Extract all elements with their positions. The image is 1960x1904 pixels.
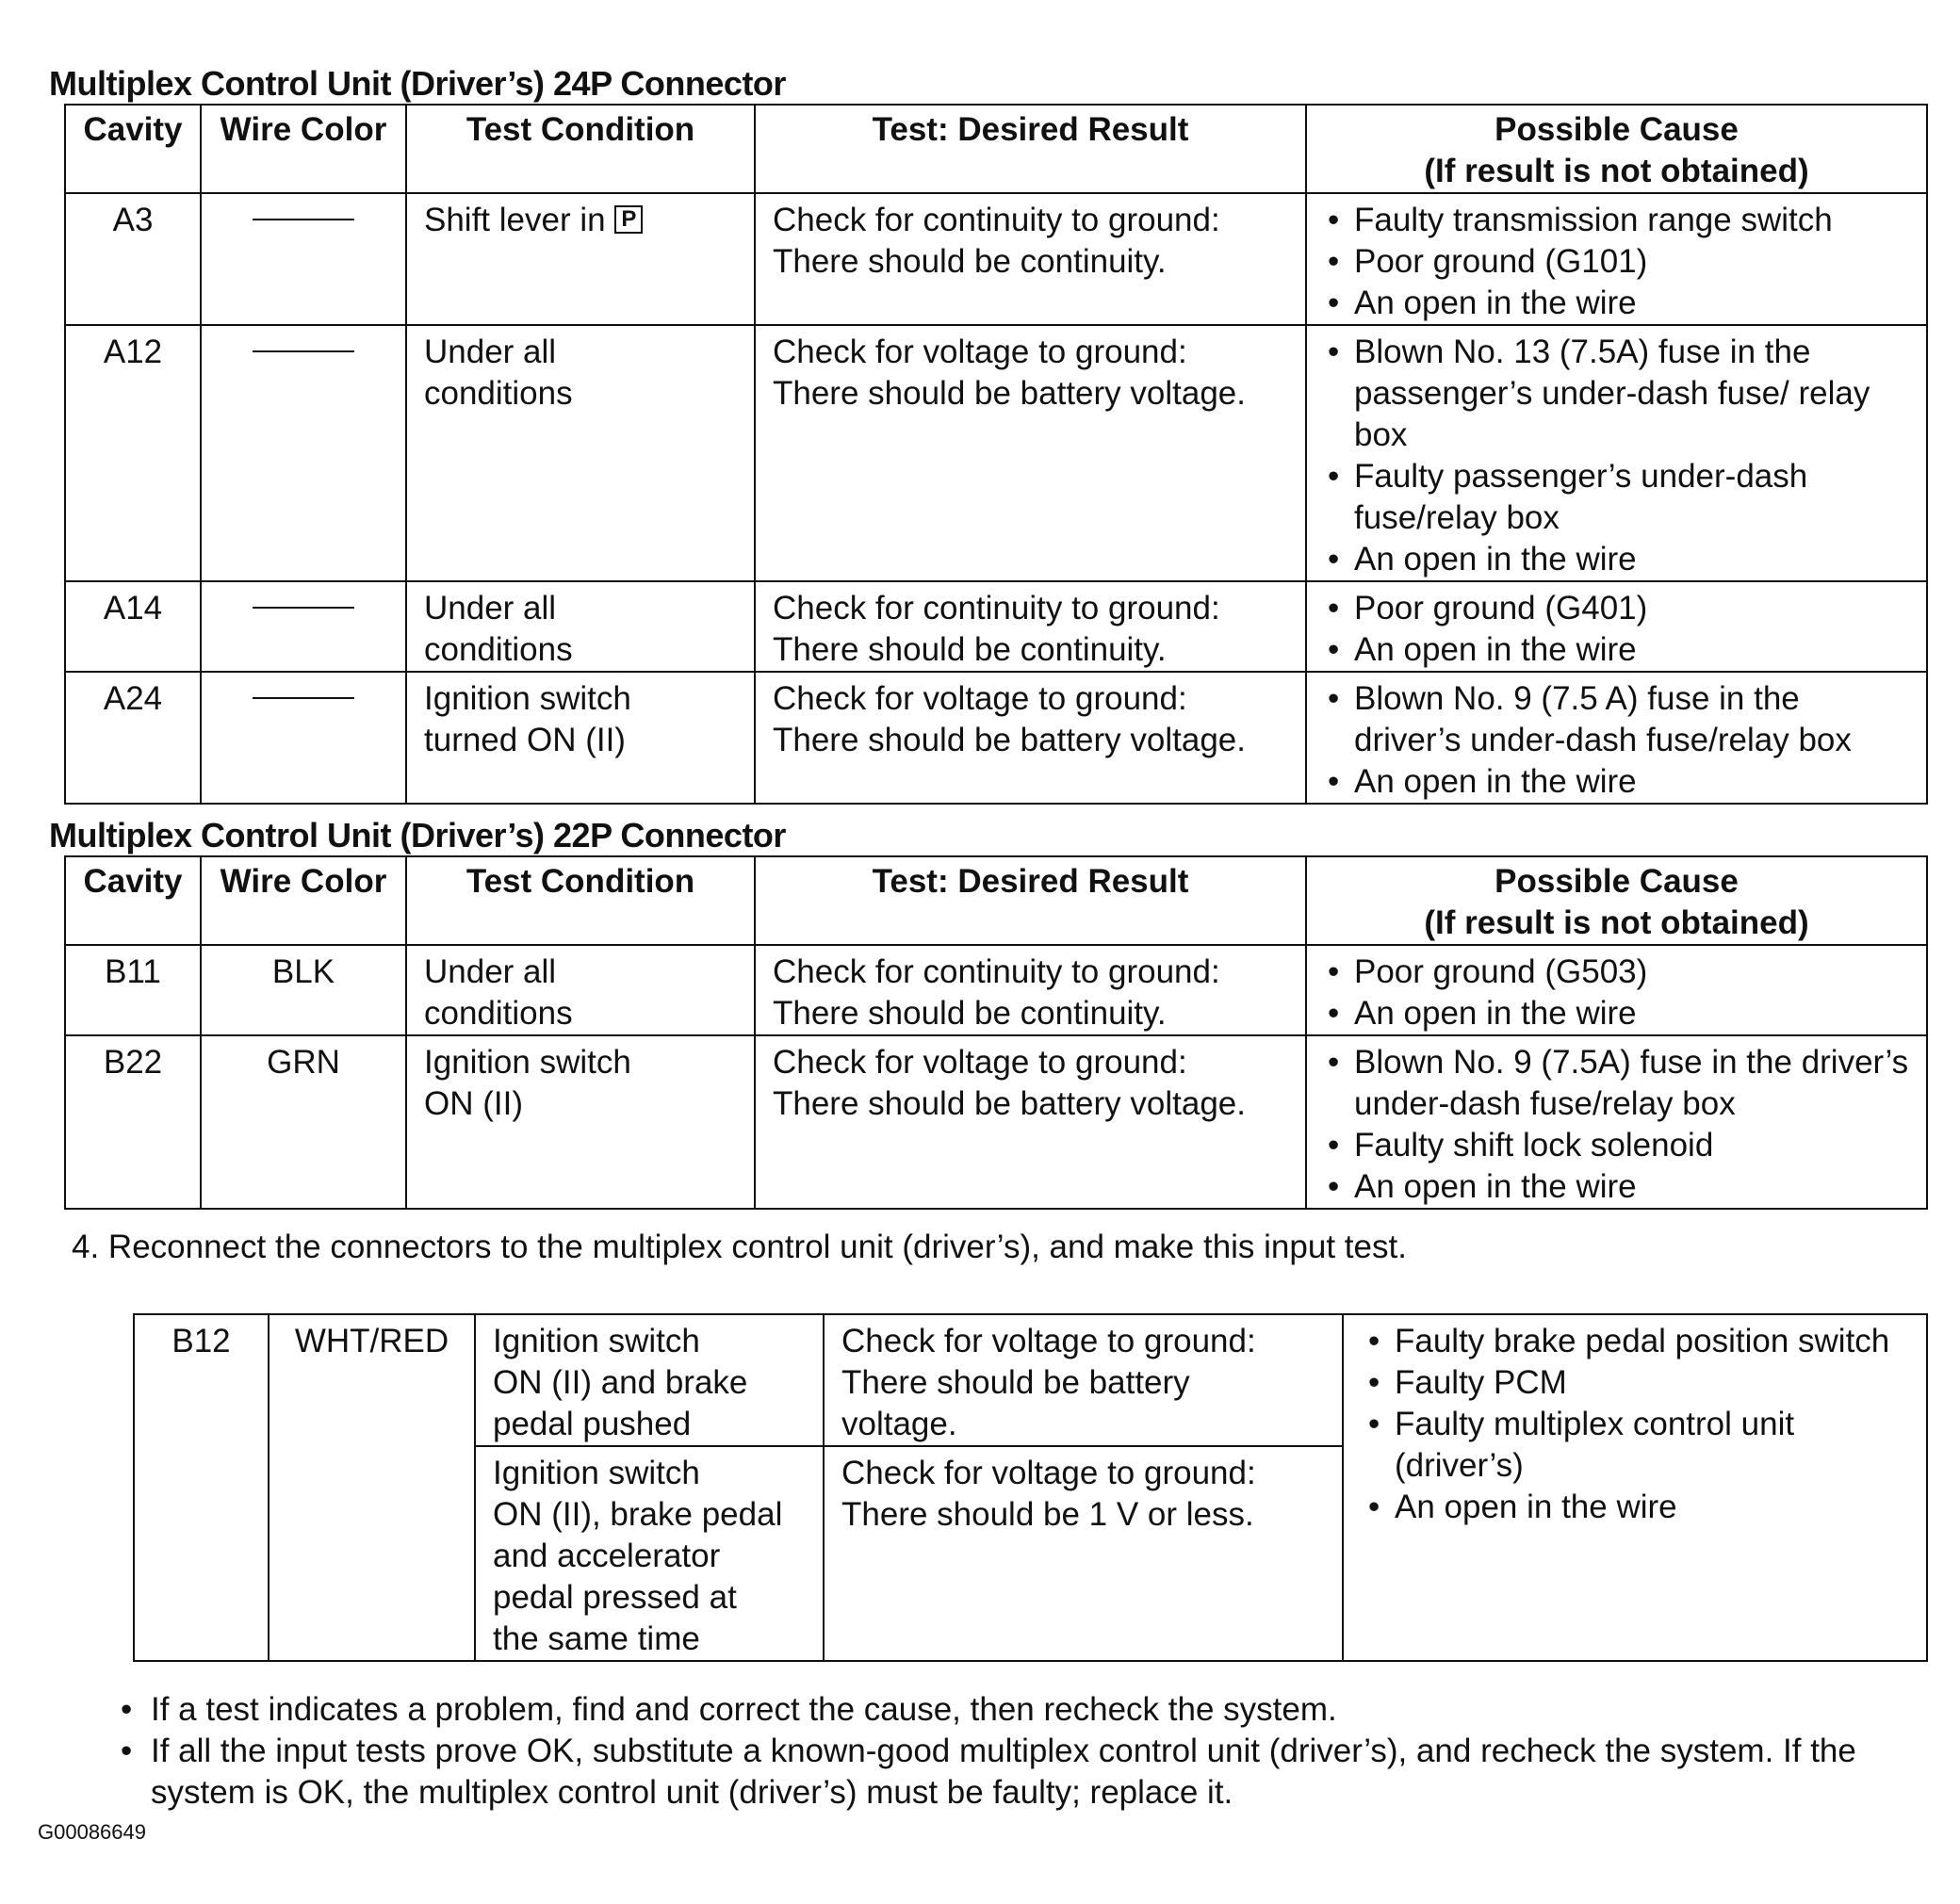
table-row <box>134 1314 1927 1446</box>
input-test-table <box>133 1313 1928 1662</box>
result-cell: Check for voltage to ground: There should be 1 V or less. <box>824 1446 1343 1661</box>
table-24p-title: Multiplex Control Unit (Driver’s) 24P Connector <box>49 64 786 103</box>
condition-cell: Ignition switch ON (II) and brake pedal pushed <box>475 1314 824 1446</box>
dash-line <box>253 607 354 609</box>
cavity-cell: A12 <box>65 325 201 581</box>
wire-color-cell <box>201 325 406 581</box>
cavity-cell: A3 <box>65 193 201 325</box>
table-header-row <box>65 105 1927 193</box>
dash-line <box>253 697 354 699</box>
header-possible-cause: Possible Cause (If result is not obtained) <box>1306 856 1927 945</box>
header-desired-result: Test: Desired Result <box>755 105 1306 193</box>
cause-cell <box>1306 325 1927 581</box>
cause-item: • Poor ground (G101) <box>1324 241 1909 283</box>
table-row <box>65 945 1927 1035</box>
result-cell: Check for continuity to ground: There should be continuity. <box>755 581 1306 672</box>
cause-cell <box>1306 581 1927 672</box>
condition-cell: Ignition switch ON (II) <box>406 1035 755 1209</box>
cavity-cell: A24 <box>65 672 201 804</box>
cause-item: • Blown No. 13 (7.5A) fuse in the passenger’s under-dash fuse/ relay box <box>1324 332 1909 456</box>
condition-cell: Shift lever in P <box>406 193 755 325</box>
condition-cell: Ignition switch turned ON (II) <box>406 672 755 804</box>
table-row <box>65 193 1927 325</box>
wire-color-cell <box>201 193 406 325</box>
result-cell: Check for voltage to ground: There should be battery voltage. <box>755 672 1306 804</box>
condition-cell: Under all conditions <box>406 581 755 672</box>
cavity-cell: A14 <box>65 581 201 672</box>
dash-line <box>253 350 354 352</box>
result-cell: Check for voltage to ground: There should be battery voltage. <box>824 1314 1343 1446</box>
result-cell: Check for voltage to ground: There should be battery voltage. <box>755 325 1306 581</box>
condition-cell: Under all conditions <box>406 325 755 581</box>
cause-item: • An open in the wire <box>1324 993 1909 1034</box>
figure-code: G00086649 <box>38 1820 146 1844</box>
dash-line <box>253 219 354 220</box>
park-symbol-icon: P <box>614 205 643 234</box>
table-row <box>65 672 1927 804</box>
note-item: • If all the input tests prove OK, substitute a known-good multiplex control unit (driver’s), and recheck the system. If the system is OK, the multiplex control unit (driver’s) must be faulty; replace it. <box>121 1731 1949 1814</box>
cause-item: • Poor ground (G503) <box>1324 952 1909 993</box>
table-22p-title: Multiplex Control Unit (Driver’s) 22P Connector <box>49 816 786 854</box>
table-row <box>65 581 1927 672</box>
condition-cell: Under all conditions <box>406 945 755 1035</box>
result-cell: Check for voltage to ground: There should be battery voltage. <box>755 1035 1306 1209</box>
table-header-row <box>65 856 1927 945</box>
cause-item: • Poor ground (G401) <box>1324 588 1909 629</box>
header-possible-cause: Possible Cause (If result is not obtained) <box>1306 105 1927 193</box>
notes-list <box>121 1689 1949 1814</box>
cause-cell <box>1306 193 1927 325</box>
result-cell: Check for continuity to ground: There should be continuity. <box>755 945 1306 1035</box>
note-item: • If a test indicates a problem, find and correct the cause, then recheck the system. <box>121 1689 1949 1731</box>
cause-item: • An open in the wire <box>1324 1166 1909 1208</box>
condition-cell: Ignition switch ON (II), brake pedal and accelerator pedal pressed at the same time <box>475 1446 824 1661</box>
wire-color-cell: BLK <box>201 945 406 1035</box>
cause-item: • An open in the wire <box>1364 1487 1909 1528</box>
cause-item: • Faulty shift lock solenoid <box>1324 1125 1909 1166</box>
header-wire-color: Wire Color <box>201 856 406 945</box>
table-row <box>65 1035 1927 1209</box>
header-cavity: Cavity <box>65 105 201 193</box>
wire-color-cell: GRN <box>201 1035 406 1209</box>
cavity-cell: B12 <box>134 1314 269 1661</box>
cause-item: • An open in the wire <box>1324 283 1909 324</box>
cause-cell <box>1306 945 1927 1035</box>
step-4-instruction: 4. Reconnect the connectors to the multiplex control unit (driver’s), and make this input test. <box>72 1229 1407 1265</box>
cause-item: • Blown No. 9 (7.5A) fuse in the driver’s under-dash fuse/relay box <box>1324 1042 1909 1125</box>
header-test-condition: Test Condition <box>406 856 755 945</box>
header-test-condition: Test Condition <box>406 105 755 193</box>
cause-item: • Faulty PCM <box>1364 1362 1909 1404</box>
cause-item: • Faulty passenger’s under-dash fuse/relay box <box>1324 456 1909 539</box>
cause-cell <box>1306 1035 1927 1209</box>
cause-item: • Faulty brake pedal position switch <box>1364 1321 1909 1362</box>
cause-item: • An open in the wire <box>1324 539 1909 580</box>
cause-cell <box>1306 672 1927 804</box>
header-wire-color: Wire Color <box>201 105 406 193</box>
header-cavity: Cavity <box>65 856 201 945</box>
cause-item: • Faulty transmission range switch <box>1324 200 1909 241</box>
connector-24p-table <box>64 104 1928 805</box>
connector-22p-table <box>64 855 1928 1210</box>
cavity-cell: B22 <box>65 1035 201 1209</box>
wire-color-cell <box>201 581 406 672</box>
header-desired-result: Test: Desired Result <box>755 856 1306 945</box>
cause-item: • Blown No. 9 (7.5 A) fuse in the driver’s under-dash fuse/relay box <box>1324 678 1909 761</box>
table-row <box>65 325 1927 581</box>
result-cell: Check for continuity to ground: There should be continuity. <box>755 193 1306 325</box>
cause-cell <box>1343 1314 1927 1661</box>
cause-item: • An open in the wire <box>1324 629 1909 671</box>
cause-item: • An open in the wire <box>1324 761 1909 803</box>
wire-color-cell: WHT/RED <box>269 1314 475 1661</box>
wire-color-cell <box>201 672 406 804</box>
cavity-cell: B11 <box>65 945 201 1035</box>
cause-item: • Faulty multiplex control unit (driver’s) <box>1364 1404 1909 1487</box>
